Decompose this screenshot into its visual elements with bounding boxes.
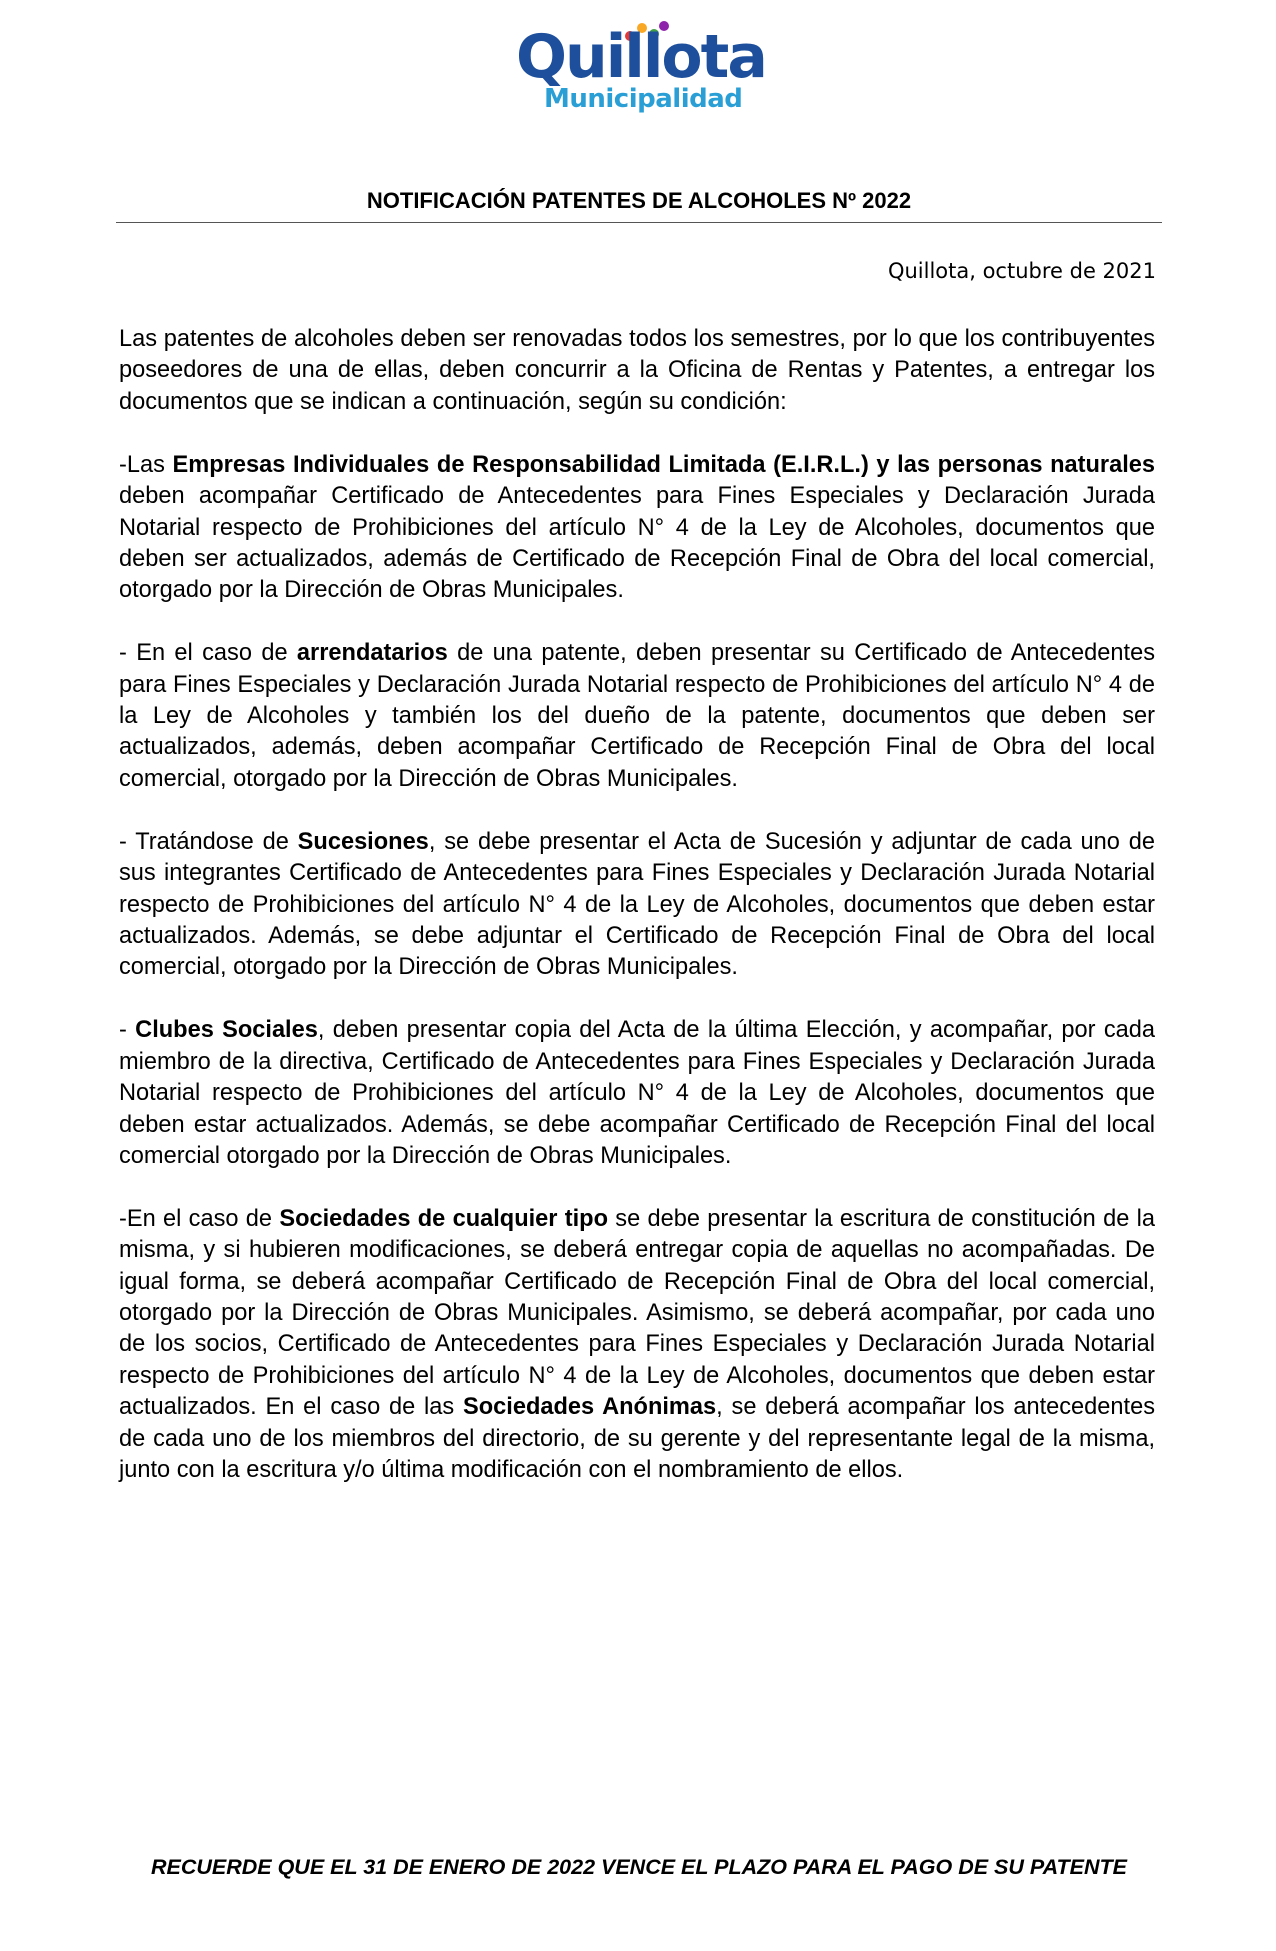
bold-term: Clubes Sociales: [135, 1017, 318, 1044]
paragraph-text: - Tratándose de: [119, 828, 298, 855]
logo-subtitle: Municipalidad: [544, 84, 743, 114]
document-body: [119, 324, 1155, 1518]
document-title: NOTIFICACIÓN PATENTES DE ALCOHOLES Nº 2022: [366, 188, 912, 213]
bold-term: arrendatarios: [296, 640, 448, 667]
body-paragraph: [119, 450, 1155, 607]
logo-wordmark: Quillota: [516, 22, 766, 92]
paragraph-text: , deben presentar copia del Acta de la última Elección, y acompañar, por cada miembro de la directiva, Certificado de Antecedentes para Fines Especiales y Declaración Jurada Notarial respecto de Prohibiciones del artículo N° 4 de la Ley de Alcoholes, documentos que deben estar actualizados. Además, se debe acompañar Certificado de Recepción Final del local comercial otorgado por la Dirección de Obras Municipales.: [119, 1017, 1155, 1169]
body-paragraph: [119, 638, 1155, 795]
body-paragraph: [119, 827, 1155, 984]
paragraph-text: , se debe presentar el Acta de Sucesión y adjuntar de cada uno de sus integrantes Certificado de Antecedentes para Fines Especiales y Declaración Jurada Notarial respecto de Prohibiciones del artículo N° 4 de la Ley de Alcoholes, documentos que deben estar actualizados. Además, se debe adjuntar el Certificado de Recepción Final de Obra del local comercial, otorgado por la Dirección de Obras Municipales.: [119, 828, 1155, 981]
footer-reminder: RECUERDE QUE EL 31 DE ENERO DE 2022 VENCE EL PLAZO PARA EL PAGO DE SU PATENTE: [150, 1855, 1128, 1879]
body-paragraph: [119, 324, 1155, 418]
bold-term: Empresas Individuales de Responsabilidad Limitada (E.I.R.L.) y las personas naturales: [172, 451, 1156, 478]
paragraph-text: , se deberá acompañar los antecedentes de cada uno de los miembros del directorio, de su gerente y del representante legal de la misma, junto con la escritura y/o última modificación con el nombramiento de ellos.: [119, 1394, 1156, 1484]
bold-term: Sucesiones: [297, 828, 429, 855]
paragraph-text: - En el caso de: [119, 640, 297, 667]
paragraph-text: -En el caso de: [119, 1205, 280, 1232]
date-line: Quillota, octubre de 2021: [887, 259, 1156, 283]
paragraph-text: se debe presentar la escritura de constitución de la misma, y si hubieren modificaciones, se deberá entregar copia de aquellas no acompañadas. De igual forma, se deberá acompañar Certificado de Recepción Final de Obra del local comercial, otorgado por la Dirección de Obras Municipales. Asimismo, se deberá acompañar, por cada uno de los socios, Certificado de Antecedentes para Fines Especiales y Declaración Jurada Notarial respecto de Prohibiciones del artículo N° 4 de la Ley de Alcoholes, documentos que deben estar actualizados. En el caso de las: [119, 1205, 1155, 1421]
title-divider: [116, 222, 1162, 223]
paragraph-text: Las patentes de alcoholes deben ser renovadas todos los semestres, por lo que los contribuyentes poseedores de una de ellas, deben concurrir a la Oficina de Rentas y Patentes, a entregar los documentos que se indican a continuación, según su condición:: [119, 326, 1155, 415]
body-paragraph: [119, 1204, 1155, 1487]
bold-term: Sociedades de cualquier tipo: [279, 1205, 609, 1232]
bold-term: Sociedades Anónimas: [463, 1394, 717, 1421]
municipal-logo: [508, 20, 768, 120]
body-paragraph: [119, 1015, 1155, 1172]
paragraph-text: -Las: [119, 451, 173, 478]
paragraph-text: deben acompañar Certificado de Antecedentes para Fines Especiales y Declaración Jurada Notarial respecto de Prohibiciones del artículo N° 4 de la Ley de Alcoholes, documentos que deben ser actualizados, además de Certificado de Recepción Final de Obra del local comercial, otorgado por la Dirección de Obras Municipales.: [119, 483, 1155, 604]
paragraph-text: de una patente, deben presentar su Certificado de Antecedentes para Fines Especiales y Declaración Jurada Notarial respecto de Prohibiciones del artículo N° 4 de la Ley de Alcoholes y también los del dueño de la patente, documentos que deben ser actualizados, además, deben acompañar Certificado de Recepción Final de Obra del local comercial, otorgado por la Dirección de Obras Municipales.: [119, 640, 1155, 792]
paragraph-text: -: [119, 1017, 136, 1044]
